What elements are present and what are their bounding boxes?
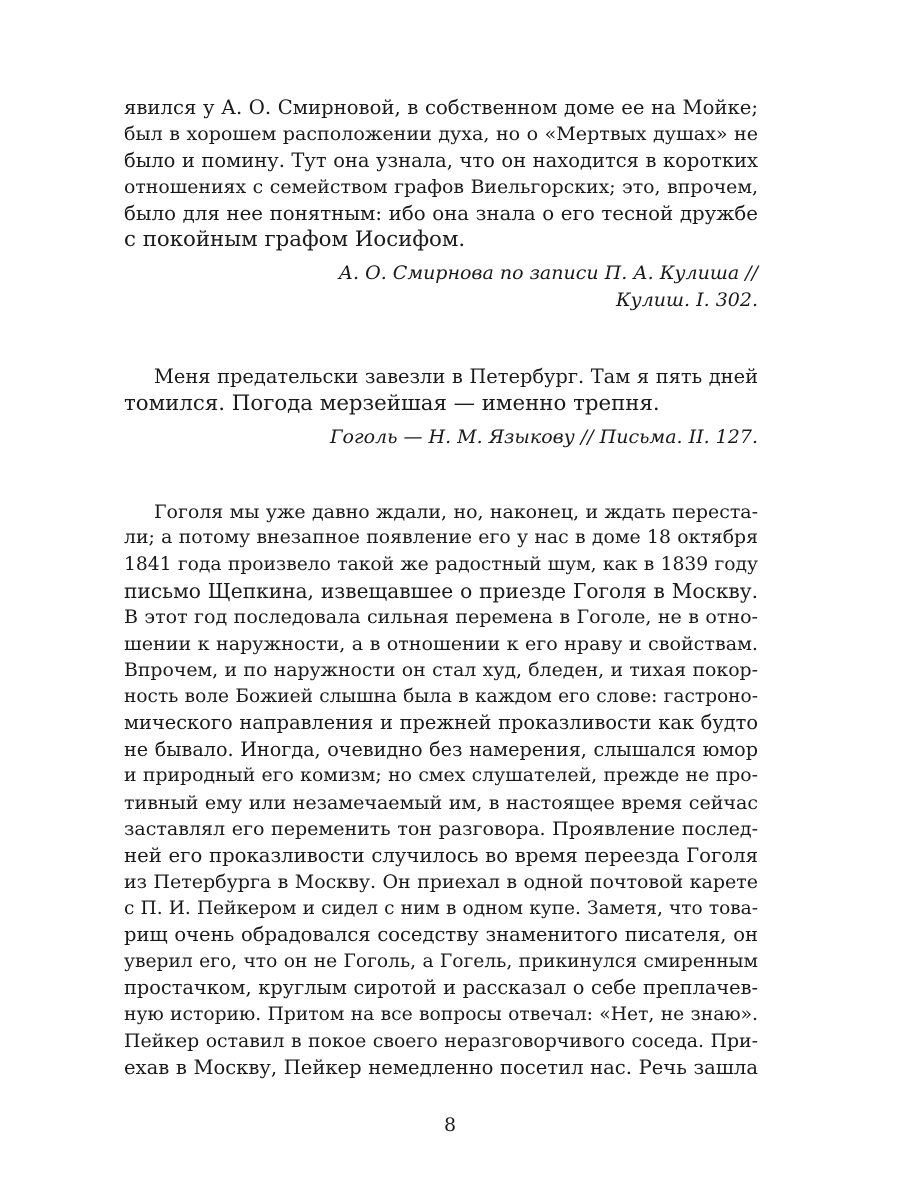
text-line: тивный ему или незамечаемый им, в настоящее время сейчас [124, 792, 758, 814]
text-line: ность воле Божией слышна была в каждом его слове: гастроно- [124, 686, 758, 707]
text-line: Впрочем, и по наружности он стал худ, бледен, и тихая покор- [124, 659, 758, 681]
page-number: 8 [443, 1114, 457, 1136]
text-line: с П. И. Пейкером и сидел с ним в одном купе. Заметя, что това- [124, 898, 758, 919]
text-line: Меня предательски завезли в Петербург. Там я пять дней [154, 365, 758, 388]
text-line: отношениях с семейством графов Виельгорских; это, впрочем, [124, 176, 758, 198]
text-line: было для нее понятным: ибо она знала о его тесной дружбе [124, 202, 758, 225]
text-line: 1841 года произвело такой же радостный шум, как в 1839 году [124, 554, 758, 575]
text-line: был в хорошем расположении духа, но о «Мертвых душах» не [124, 122, 758, 145]
text-line: не бывало. Иногда, очевидно без намерения, слышался юмор [124, 738, 758, 761]
source-citation: А. О. Смирнова по записи П. А. Кулиша // [338, 262, 758, 284]
text-line: из Петербурга в Москву. Он приехал в одной почтовой карете [124, 871, 758, 893]
text-line: мического направления и прежней проказливости как будто [124, 711, 758, 734]
text-line: рищ очень обрадовался соседству знаменитого писателя, он [124, 923, 758, 946]
text-line: ную историю. Притом на все вопросы отвечал: «Нет, не знаю». [124, 1004, 758, 1025]
text-line: ехав в Москву, Пейкер немедленно посетил нас. Речь зашла [124, 1056, 758, 1079]
text-line: с покойным графом Иосифом. [124, 227, 466, 252]
source-citation: Гоголь — Н. М. Языкову // Письма. II. 127. [329, 426, 758, 448]
text-line: Гоголя мы уже давно ждали, но, наконец, и ждать переста- [154, 501, 758, 523]
text-line: и природный его комизм; но смех слушателей, прежде не про- [124, 765, 758, 786]
text-line: шении к наружности, а в отношении к его нраву и свойствам. [124, 632, 758, 655]
text-line: явился у А. О. Смирновой, в собственном доме ее на Мойке; [124, 96, 758, 119]
text-line: томился. Погода мерзейшая — именно трепня. [124, 391, 660, 416]
text-line: заставлял его переменить тон разговора. Проявление послед- [124, 818, 758, 840]
text-line: простачком, круглым сиротой и рассказал о себе преплачев- [124, 976, 758, 999]
text-line: В этот год последовала сильная перемена в Гоголе, не в отно- [124, 606, 758, 628]
text-line: Пейкер оставил в покое своего неразговорчивого соседа. При- [124, 1030, 758, 1052]
text-line: было и помину. Тут она узнала, что он находится в коротких [124, 149, 758, 172]
source-citation: Кулиш. I. 302. [615, 289, 758, 311]
text-line: уверил его, что он не Гоголь, а Гогель, прикинулся смиренным [124, 951, 758, 972]
text-line: ли; а потому внезапное появление его у нас в доме 18 октября [124, 527, 758, 548]
text-line: письмо Щепкина, извещавшее о приезде Гоголя в Москву. [124, 579, 758, 603]
text-line: ней его проказливости случилось во время переезда Гоголя [124, 844, 758, 867]
